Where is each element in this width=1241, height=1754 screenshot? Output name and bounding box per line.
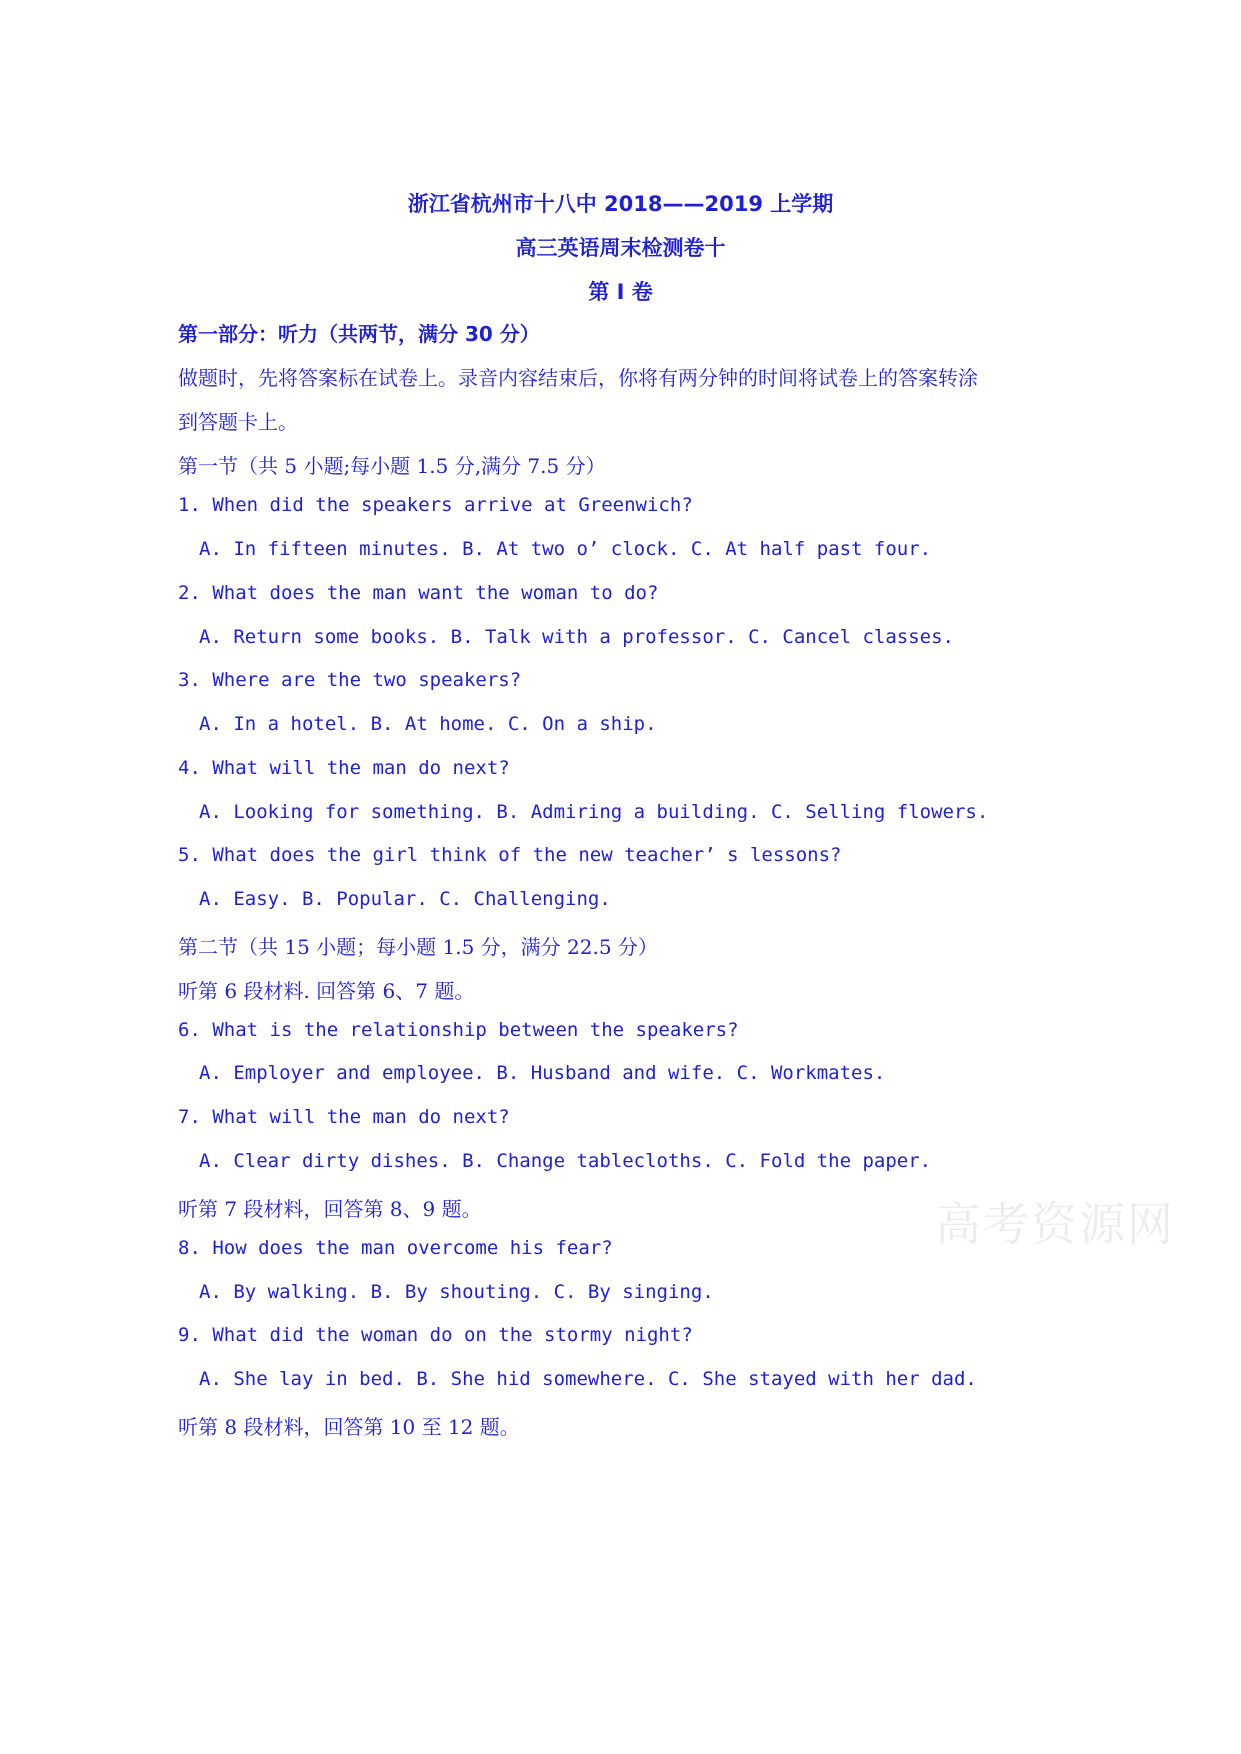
watermark: 高考资源网 <box>935 1197 1175 1251</box>
question-2: 2. What does the man want the woman to do? <box>178 582 659 604</box>
section2-heading: 第二节（共 15 小题；每小题 1.5 分，满分 22.5 分） <box>178 935 658 959</box>
exam-title: 浙江省杭州市十八中 2018——2019 上学期 <box>407 192 834 216</box>
question-5-options: A. Easy. B. Popular. C. Challenging. <box>199 888 611 910</box>
section1-heading: 第一节（共 5 小题;每小题 1.5 分,满分 7.5 分） <box>178 454 606 478</box>
volume-title: 第 I 卷 <box>588 280 653 304</box>
part1-heading: 第一部分：听力（共两节，满分 30 分） <box>178 322 540 346</box>
instructions-line-2: 到答题卡上。 <box>178 410 298 434</box>
question-5: 5. What does the girl think of the new teacher’ s lessons? <box>178 844 842 866</box>
question-4: 4. What will the man do next? <box>178 757 510 779</box>
material-8-instruction: 听第 8 段材料，回答第 10 至 12 题。 <box>178 1415 520 1439</box>
question-6: 6. What is the relationship between the speakers? <box>178 1019 739 1041</box>
question-8-options: A. By walking. B. By shouting. C. By singing. <box>199 1281 714 1303</box>
exam-subtitle: 高三英语周末检测卷十 <box>515 236 726 260</box>
question-6-options: A. Employer and employee. B. Husband and wife. C. Workmates. <box>199 1062 886 1084</box>
question-7-options: A. Clear dirty dishes. B. Change tablecloths. C. Fold the paper. <box>199 1150 932 1172</box>
question-3: 3. Where are the two speakers? <box>178 669 522 691</box>
question-2-options: A. Return some books. B. Talk with a professor. C. Cancel classes. <box>199 626 954 648</box>
question-8: 8. How does the man overcome his fear? <box>178 1237 613 1259</box>
question-9-options: A. She lay in bed. B. She hid somewhere. C. She stayed with her dad. <box>199 1368 977 1390</box>
question-7: 7. What will the man do next? <box>178 1106 510 1128</box>
material-7-instruction: 听第 7 段材料，回答第 8、9 题。 <box>178 1197 482 1221</box>
instructions-line-1: 做题时，先将答案标在试卷上。录音内容结束后，你将有两分钟的时间将试卷上的答案转涂 <box>178 366 978 390</box>
question-1-options: A. In fifteen minutes. B. At two o’ clock. C. At half past four. <box>199 538 932 560</box>
material-6-instruction: 听第 6 段材料. 回答第 6、7 题。 <box>178 979 475 1003</box>
question-4-options: A. Looking for something. B. Admiring a building. C. Selling flowers. <box>199 801 989 823</box>
question-3-options: A. In a hotel. B. At home. C. On a ship. <box>199 713 657 735</box>
question-9: 9. What did the woman do on the stormy night? <box>178 1324 693 1346</box>
question-1: 1. When did the speakers arrive at Greenwich? <box>178 494 693 516</box>
